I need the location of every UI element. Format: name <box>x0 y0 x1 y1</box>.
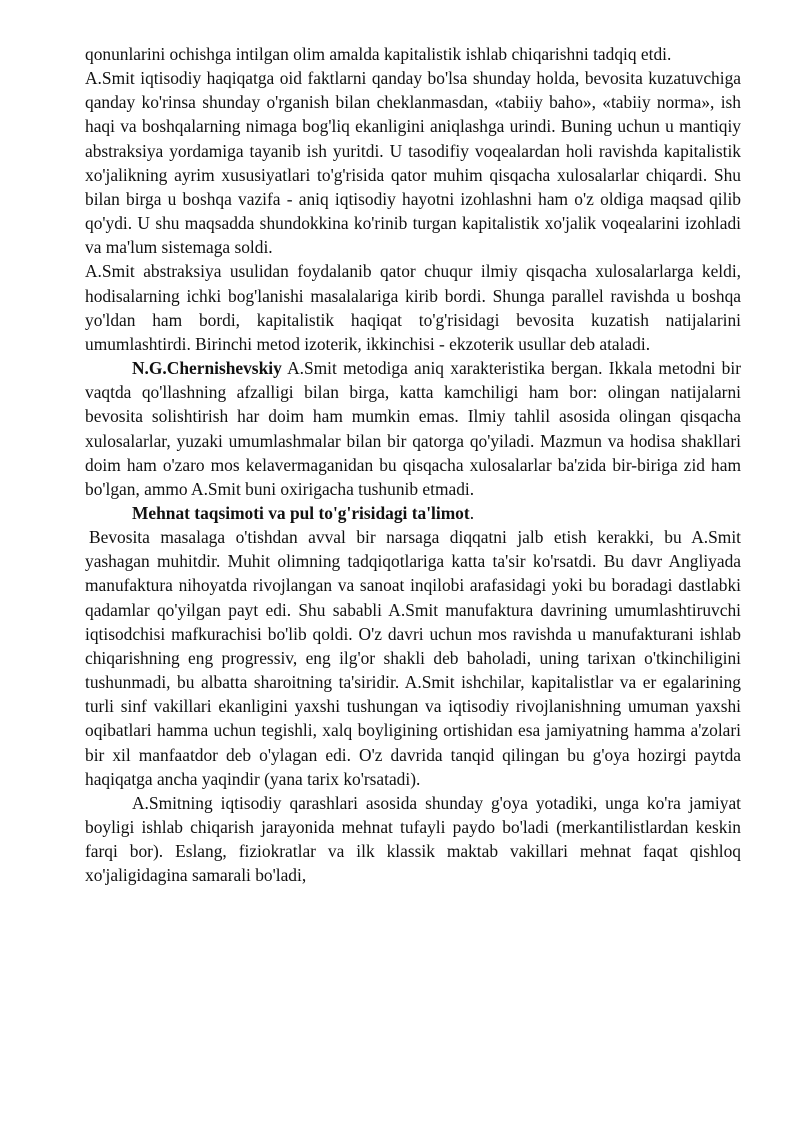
paragraph-body: A.Smit metodiga aniq xarakteristika bergan. Ikkala metodni bir vaqtda qo'llashning afzalligi bilan birga, katta kamchiligi ham bor: olingan natijalarni bevosita solishtirish har doim ham mumkin emas. Ilmiy tahlil asosida olingan qisqacha xulosalarlar, yuzaki umumlashmalar bilan bir qatorga qo'yiladi. Mazmun va hodisa shakllari doim ham o'zaro mos kelavermaganidan bu qisqacha xulosalarlar ba'zida bir-biriga zid ham bo'lgan, ammo A.Smit buni oxirigacha tushunib etmadi. <box>85 358 741 499</box>
paragraph-chernishevskiy <box>85 356 741 501</box>
paragraph-wealth: A.Smitning iqtisodiy qarashlari asosida shunday g'oya yotadiki, unga ko'ra jamiyat boyligi ishlab chiqarish jarayonida mehnat tufayli paydo bo'ladi (merkantilistlardan keskin farqi bor). Eslang, fiziokratlar va ilk klassik maktab vakillari mehnat faqat qishloq xo'jaligidagina samarali bo'ladi, <box>85 792 741 886</box>
paragraph-environment: Bevosita masalaga o'tishdan avval bir narsaga diqqatni jalb etish kerakki, bu A.Smit yashagan muhitdir. Muhit olimning tadqiqotlariga katta ta'sir ko'rsatdi. Bu davr Angliyada manufaktura nihoyatda rivojlangan va sanoat inqilobi arafasidagi yoki bu boradagi dastlabki qadamlar qo'yilgan payt edi. Shu sababli A.Smit manufaktura davrining umumlashtiruvchi iqtisodchisi mafkurachisi bo'lib qoldi. O'z davri uchun mos ravishda u manufakturani ishlab chiqarishning eng progressiv, eng ilg'or shakli deb baholadi, uning tarixan o'tkinchiligini tushunmadi, bu albatta sharoitning ta'siridir. A.Smit ishchilar, kapitalistlar va er egalarining turli sinf vakillari ekanligini yaxshi tushungan va iqtisodiy rivojlanishning umuman yaxshi oqibatlari hamma uchun tegishli, xalq boyligining ortishidan esa jamiyatning hamma a'zolari bir xil manfaatdor deb o'ylagan edi. O'z davrida tanqid qilingan bu g'oya hozirgi paytda haqiqatga ancha yaqindir (yana tarix ko'rsatadi). <box>85 527 741 789</box>
author-name: N.G.Chernishevskiy <box>132 358 282 379</box>
paragraph-abstraction: A.Smit abstraksiya usulidan foydalanib qator chuqur ilmiy qisqacha xulosalarlarga keldi, hodisalarning ichki bog'lanishi masalalariga kirib bordi. Shunga parallel ravishda u boshqa yo'ldan ham bordi, kapitalistik haqiqat to'g'risidagi bevosita kuzatish natijalarini umumlashtirdi. Birinchi metod izoterik, ikkinchisi - ekzoterik usullar deb ataladi. <box>85 261 741 354</box>
section-heading <box>85 501 741 525</box>
document-page <box>85 42 741 887</box>
section-heading-text: Mehnat taqsimoti va pul to'g'risidagi ta'limot <box>132 502 470 523</box>
section-heading-period: . <box>469 502 475 523</box>
paragraph-continuation: qonunlarini ochishga intilgan olim amalda kapitalistik ishlab chiqarishni tadqiq etdi. <box>85 44 672 64</box>
paragraph-smit-facts: A.Smit iqtisodiy haqiqatga oid faktlarni qanday bo'lsa shunday holda, bevosita kuzatuvchiga qanday ko'rinsa shunday o'rganish bilan cheklanmasdan, «tabiiy baho», «tabiiy norma», ish haqi va boshqalarning nimaga bog'liq ekanligini aniqlashga urindi. Buning uchun u mantiqiy abstraksiya yordamiga tayanib ish yuritdi. U tasodifiy voqealardan holi ravishda kapitalistik xo'jalikning ayrim xususiyatlari to'g'risida qator muhim qisqacha xulosalarlar chiqardi. Shu bilan birga u boshqa vazifa - aniq iqtisodiy hayotni izohlashni ham o'z oldiga maqsad qilib qo'ydi. U shu maqsadda shundokkina ko'rinib turgan kapitalistik xo'jalik voqealarini izohladi va ma'lum sistemaga soldi. <box>85 68 741 258</box>
